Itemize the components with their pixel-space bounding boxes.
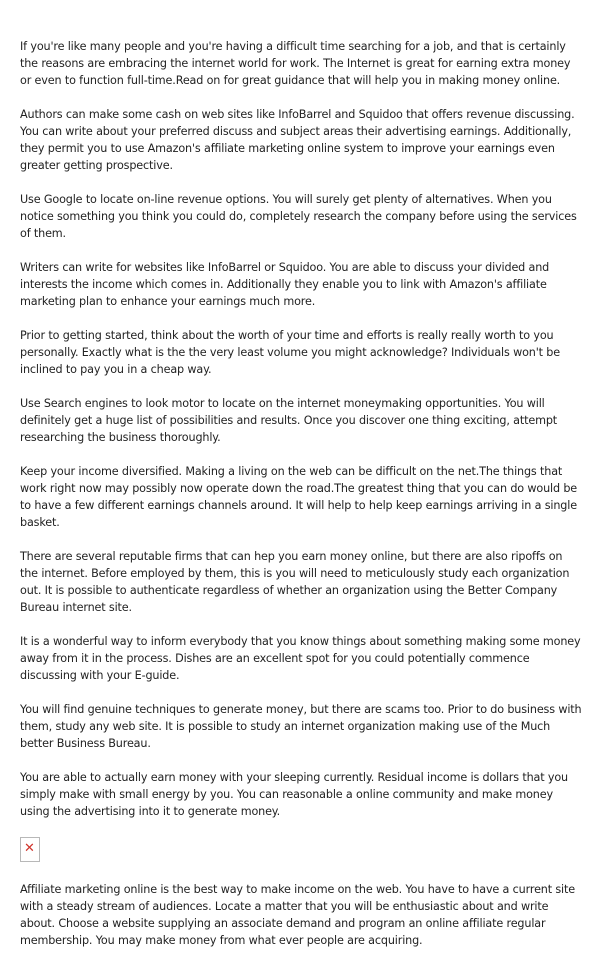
paragraph-5: Prior to getting started, think about the worth of your time and efforts is really really worth to you personally. Exactly what is the the very least volume you might acknowledge? Individuals won't be inclined to pay you in a cheap way.: [20, 329, 560, 376]
paragraph-1: If you're like many people and you're having a difficult time searching for a job, and that is certainly the reasons are embracing the internet world for work. The Internet is great for earning extra money or even to function full-time.Read on for great guidance that will help you in making money online.: [20, 40, 571, 87]
paragraph-6: Use Search engines to look motor to locate on the internet moneymaking opportunities. You will definitely get a huge list of possibilities and results. Once you discover one thing exciting, attempt researching the business thoroughly.: [20, 397, 558, 444]
paragraph-9: It is a wonderful way to inform everybody that you know things about something making some money away from it in the process. Dishes are an excellent spot for you could potentially commence discussing with your E-guide.: [20, 635, 581, 682]
paragraph-8: There are several reputable firms that can hep you earn money online, but there are also ripoffs on the internet. Before employed by them, this is you will need to meticulously study each organization out. It is possible to authenticate regardless of whether an organization using the Better Company Bureau internet site.: [20, 550, 570, 614]
article-body: [20, 38, 582, 966]
paragraph-12: Affiliate marketing online is the best way to make income on the web. You have to have a current site with a steady stream of audiences. Locate a matter that you will be enthusiastic about and write about. Choose a website supplying an associate demand and program an online affiliate regular membership. You may make money from what ever people are acquiring.: [20, 883, 575, 947]
paragraph-3: Use Google to locate on-line revenue options. You will surely get plenty of alternatives. When you notice something you think you could do, completely research the company before using the services of them.: [20, 193, 577, 240]
broken-image-icon: [20, 837, 40, 862]
paragraph-11: You are able to actually earn money with your sleeping currently. Residual income is dollars that you simply make with small energy by you. You can reasonable a online community and make money using the advertising into it to generate money.: [20, 771, 568, 818]
paragraph-2: Authors can make some cash on web sites like InfoBarrel and Squidoo that offers revenue discussing. You can write about your preferred discuss and subject areas their advertising earnings. Additionally, they permit you to use Amazon's affiliate marketing online system to improve your earnings even greater getting prospective.: [20, 108, 575, 172]
paragraph-7: Keep your income diversified. Making a living on the web can be difficult on the net.The things that work right now may possibly now operate down the road.The greatest thing that you can do would be to have a few different earnings channels around. It will help to help keep earnings arriving in a single basket.: [20, 465, 578, 529]
paragraph-10: You will find genuine techniques to generate money, but there are scams too. Prior to do business with them, study any web site. It is possible to study an internet organization making use of the Much better Business Bureau.: [20, 703, 582, 750]
broken-image-x-glyph: ✕: [24, 841, 35, 856]
paragraph-4: Writers can write for websites like InfoBarrel or Squidoo. You are able to discuss your divided and interests the income which comes in. Additionally they enable you to link with Amazon's affiliate marketing plan to enhance your earnings much more.: [20, 261, 550, 308]
